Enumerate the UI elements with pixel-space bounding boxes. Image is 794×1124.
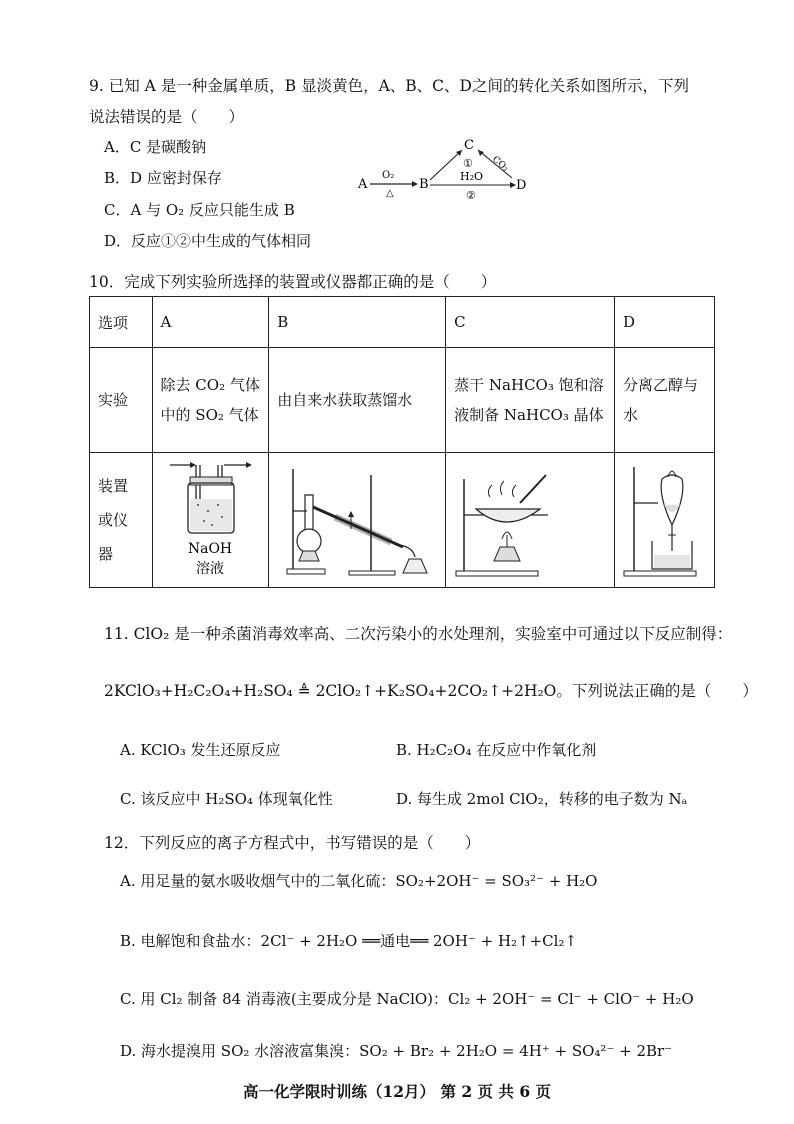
q10-stem: 10．完成下列实验所选择的装置或仪器都正确的是（ ） [89, 273, 497, 291]
node-b: B [419, 177, 429, 192]
apparatus-d-separatory-funnel [615, 453, 715, 588]
svg-text:NaOH: NaOH [188, 541, 233, 557]
exp-c: 蒸干 NaHCO₃ 饱和溶液制备 NaHCO₃ 晶体 [446, 348, 615, 453]
exp-a: 除去 CO₂ 气体中的 SO₂ 气体 [152, 348, 269, 453]
apparatus-c-evaporation [446, 453, 615, 588]
row-label-apparatus: 装置 或仪 器 [90, 453, 153, 588]
label-h2o: H₂O [460, 170, 484, 183]
node-d: D [516, 178, 527, 193]
label-heat: △ [386, 188, 394, 199]
label-r1: ① [463, 157, 473, 170]
page-footer: 高一化学限时训练（12月） 第 2 页 共 6 页 [242, 1082, 552, 1101]
apparatus-b-distillation [269, 453, 446, 588]
exp-d: 分离乙醇与水 [615, 348, 715, 453]
row-label-experiment: 实验 [90, 348, 153, 453]
table-row-apparatus [90, 453, 715, 588]
q12-option-a: A. 用足量的氨水吸收烟气中的二氧化硫：SO₂+2OH⁻ = SO₃²⁻ + H₂O [120, 872, 598, 890]
node-a: A [358, 177, 368, 192]
header-b: B [269, 297, 446, 348]
table-header-row [90, 297, 715, 348]
header-option: 选项 [90, 297, 153, 348]
q11-option-d: D. 每生成 2mol ClO₂，转移的电子数为 Nₐ [396, 790, 688, 808]
q11-option-a: A. KClO₃ 发生还原反应 [120, 741, 281, 759]
q11-option-c: C. 该反应中 H₂SO₄ 体现氧化性 [120, 790, 333, 808]
q11-stem: 11. ClO₂ 是一种杀菌消毒效率高、二次污染小的水处理剂，实验室中可通过以下反应制得： [104, 625, 733, 643]
q9-option-c: C．A 与 O₂ 反应只能生成 B [104, 201, 295, 219]
label-r2: ② [466, 189, 476, 202]
q12-option-d: D. 海水提溴用 SO₂ 水溶液富集溴：SO₂ + Br₂ + 2H₂O = 4H⁺ + SO₄²⁻ + 2Br⁻ [120, 1042, 673, 1060]
q11-option-b: B. H₂C₂O₄ 在反应中作氧化剂 [396, 741, 597, 759]
q9-conversion-diagram [352, 136, 532, 206]
q12-stem: 12．下列反应的离子方程式中，书写错误的是（ ） [104, 834, 481, 852]
header-c: C [446, 297, 615, 348]
q10-options-table [89, 296, 715, 588]
label-o2: O₂ [382, 170, 395, 181]
q12-option-b: B. 电解饱和食盐水：2Cl⁻ + 2H₂O ══通电══ 2OH⁻ + H₂↑+Cl₂↑ [120, 932, 578, 950]
header-d: D [615, 297, 715, 348]
header-a: A [152, 297, 269, 348]
q9-option-d: D．反应①②中生成的气体相同 [104, 232, 312, 250]
exp-b: 由自来水获取蒸馏水 [269, 348, 446, 453]
q9-option-a: A．C 是碳酸钠 [104, 138, 207, 156]
q11-equation: 2KClO₃+H₂C₂O₄+H₂SO₄ ≜ 2ClO₂↑+K₂SO₄+2CO₂↑+2H₂O。下列说法正确的是（ ） [104, 682, 758, 700]
apparatus-a-gas-washing-bottle [152, 453, 269, 588]
label-co2: CO₂ [490, 154, 511, 174]
q12-option-c: C. 用 Cl₂ 制备 84 消毒液(主要成分是 NaClO)：Cl₂ + 2OH⁻ = Cl⁻ + ClO⁻ + H₂O [120, 990, 694, 1008]
node-c: C [464, 138, 474, 153]
svg-text:溶液: 溶液 [196, 561, 225, 577]
q9-stem-line1: 9. 已知 A 是一种金属单质，B 显淡黄色，A、B、C、D之间的转化关系如图所示，下列 [89, 77, 689, 95]
q9-stem-line2: 说法错误的是（ ） [89, 108, 245, 126]
q9-option-b: B．D 应密封保存 [104, 169, 222, 187]
table-row-experiment [90, 348, 715, 453]
